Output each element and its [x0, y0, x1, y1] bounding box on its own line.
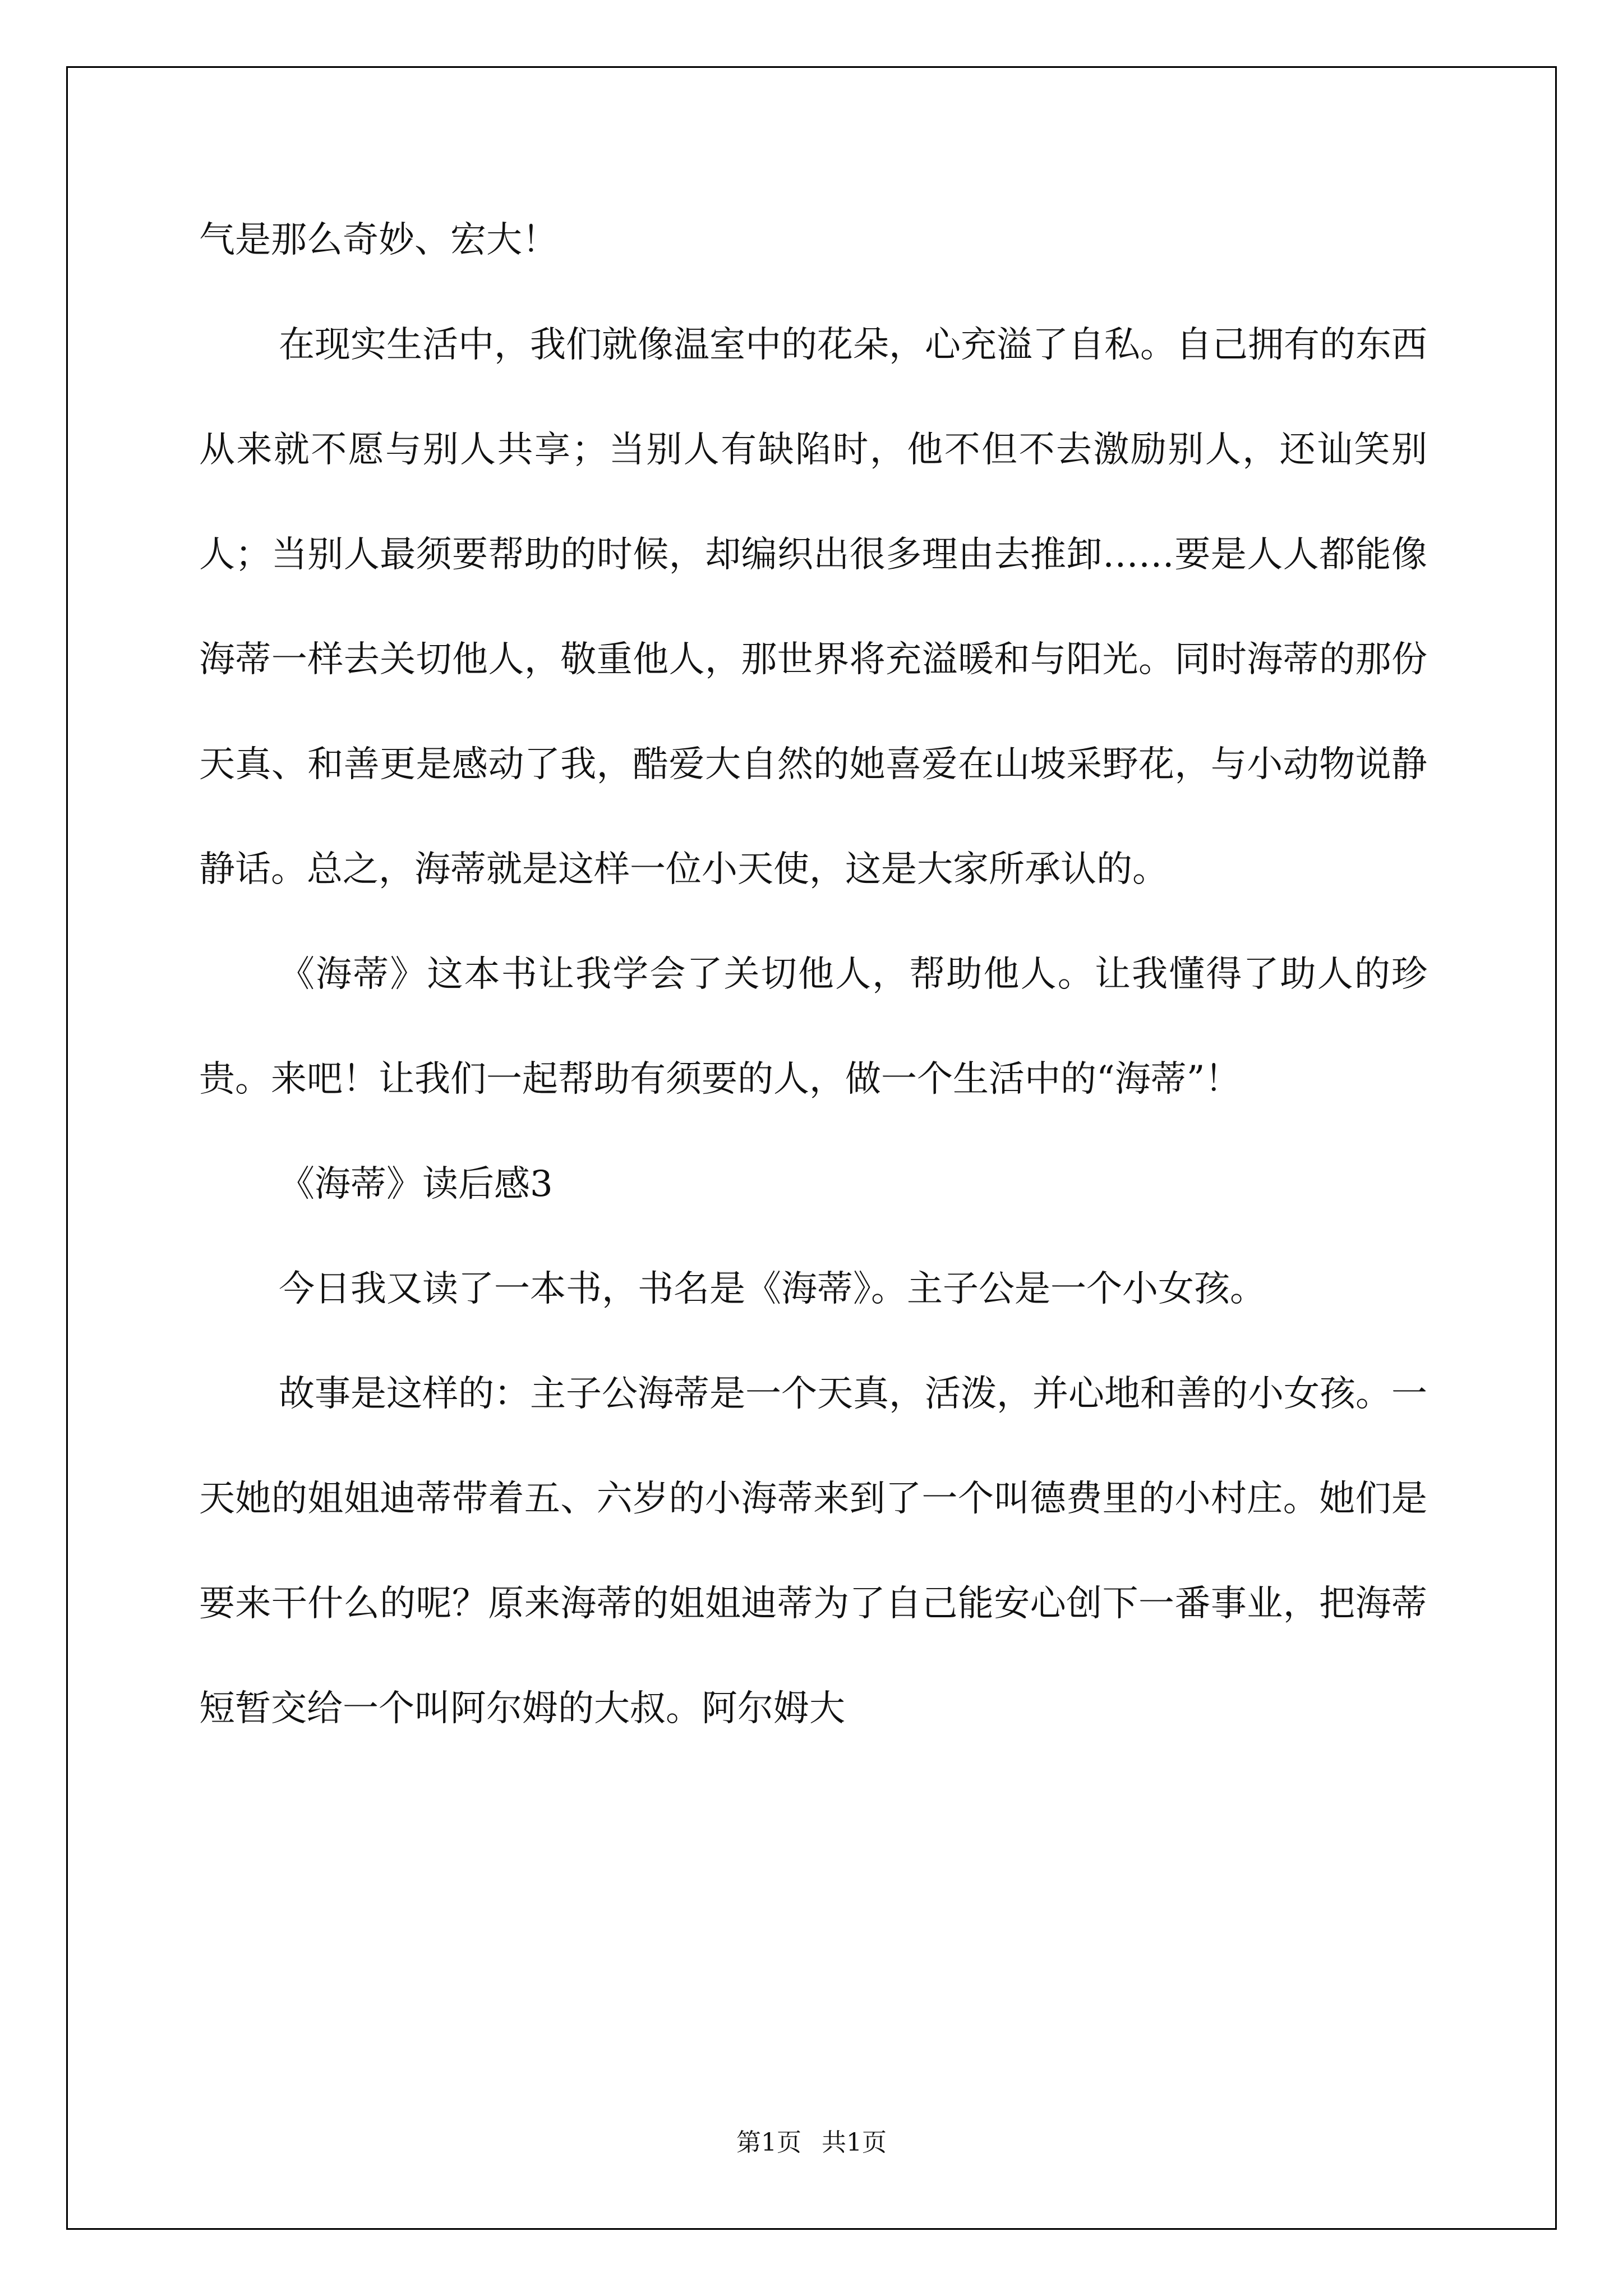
section-heading: 《海蒂》读后感3 — [279, 1163, 553, 1205]
page-number: 第1页 — [736, 2128, 801, 2157]
paragraph-conclusion: 《海蒂》这本书让我学会了关切他人，帮助他人。让我懂得了助人的珍贵。来吧！让我们一起帮助有须要的人，做一个生活中的“海蒂”！ — [199, 954, 1427, 1100]
page-total: 共1页 — [822, 2128, 887, 2157]
document-body — [199, 188, 1427, 1761]
paragraph-reflection: 在现实生活中，我们就像温室中的花朵，心充溢了自私。自己拥有的东西从来就不愿与别人共享；当别人有缺陷时，他不但不去激励别人，还讪笑别人；当别人最须要帮助的时候，却编织出很多理由去推卸……要是人人都能像海蒂一样去关切他人，敬重他人，那世界将充溢暖和与阳光。同时海蒂的那份天真、和善更是感动了我，酷爱大自然的她喜爱在山坡采野花，与小动物说静静话。总之，海蒂就是这样一位小天使，这是大家所承认的。 — [199, 324, 1427, 890]
paragraph-continuation: 气是那么奇妙、宏大！ — [199, 219, 558, 261]
paragraph-story: 故事是这样的：主子公海蒂是一个天真，活泼，并心地和善的小女孩。一天她的姐姐迪蒂带着五、六岁的小海蒂来到了一个叫德费里的小村庄。她们是要来干什么的呢？原来海蒂的姐姐迪蒂为了自己能安心创下一番事业，把海蒂短暂交给一个叫阿尔姆的大叔。阿尔姆大 — [199, 1373, 1427, 1729]
page-footer — [0, 2126, 1623, 2160]
paragraph-intro: 今日我又读了一本书，书名是《海蒂》。主子公是一个小女孩。 — [279, 1268, 1266, 1310]
